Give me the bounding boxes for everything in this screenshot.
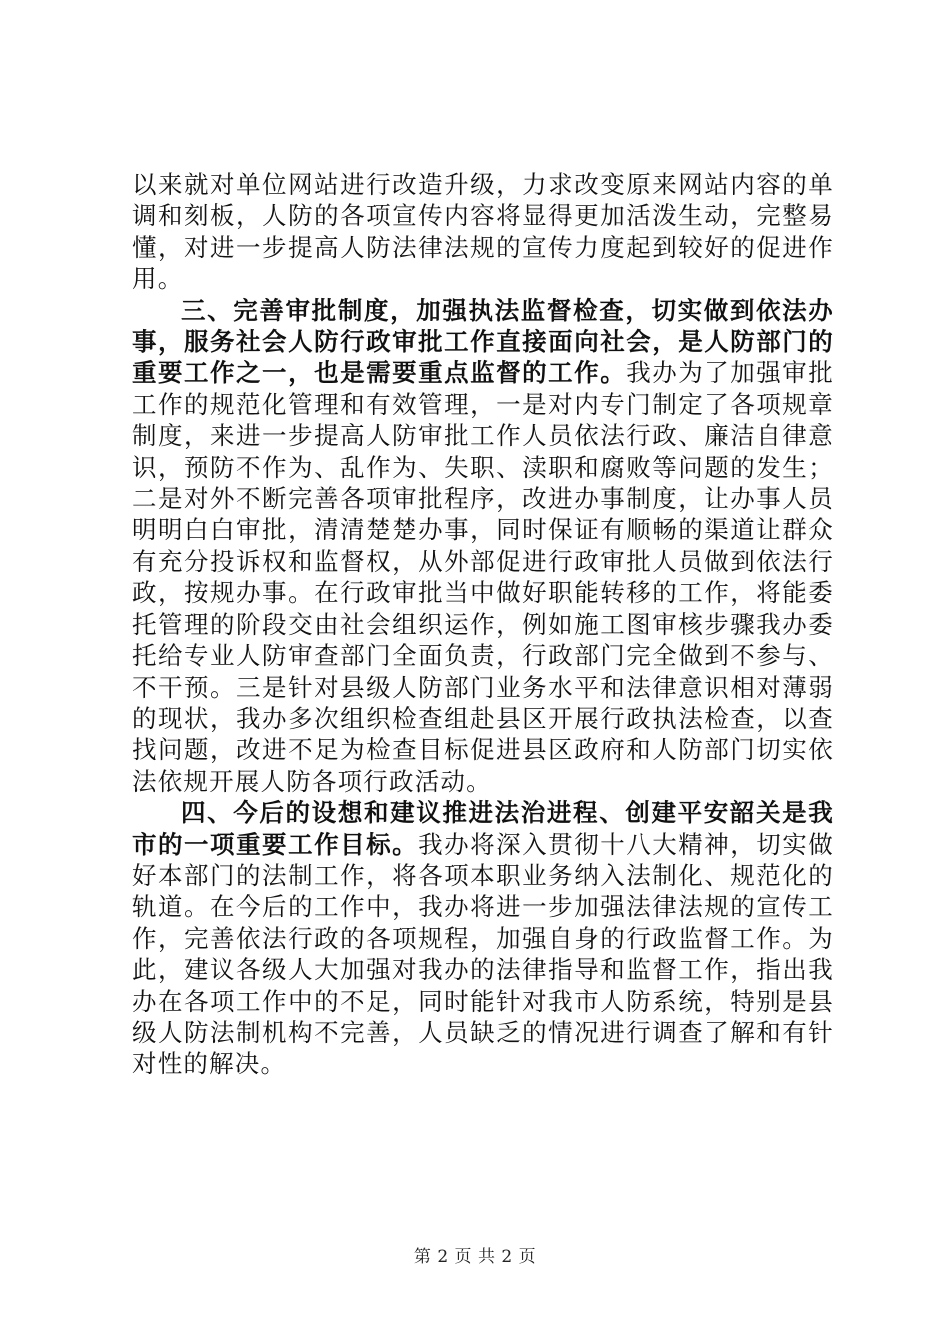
paragraph-text: 我办将深入贯彻十八大精神，切实做好本部门的法制工作，将各项本职业务纳入法制化、规范化的轨道。在今后的工作中，我办将进一步加强法律法规的宣传工作，完善依法行政的各项规程，加强自身的行政监督工作。为此，建议各级人大加强对我办的法律指导和监督工作，指出我办在各项工作中的不足，同时能针对我市人防系统，特别是县级人防法制机构不完善，人员缺乏的情况进行调查了解和有针对性的解决。 bbox=[132, 829, 834, 1079]
section-heading-three: 三、完善审批制度，加强执法监督检查，切实做到依法办事，服务社会人防行政审批工作直接面向社会，是人防部门的重要工作之一，也是需要重点监督的工作。 bbox=[132, 295, 834, 388]
document-body bbox=[132, 169, 834, 1080]
paragraph-section-four bbox=[132, 797, 834, 1080]
page-number-footer: 第 2 页 共 2 页 bbox=[413, 1247, 537, 1267]
paragraph-continuation bbox=[132, 169, 834, 295]
section-heading-four: 四、今后的设想和建议推进法治进程、创建平安韶关是我市的一项重要工作目标。 bbox=[132, 798, 834, 859]
paragraph-section-three bbox=[132, 295, 834, 798]
paragraph-text: 以来就对单位网站进行改造升级，力求改变原来网站内容的单调和刻板，人防的各项宣传内容将显得更加活泼生动，完整易懂，对进一步提高人防法律法规的宣传力度起到较好的促进作用。 bbox=[132, 170, 834, 294]
paragraph-text: 我办为了加强审批工作的规范化管理和有效管理，一是对内专门制定了各项规章制度，来进一步提高人防审批工作人员依法行政、廉洁自律意识，预防不作为、乱作为、失职、渎职和腐败等问题的发生；二是对外不断完善各项审批程序，改进办事制度，让办事人员明明白白审批，清清楚楚办事，同时保证有顺畅的渠道让群众有充分投诉权和监督权，从外部促进行政审批人员做到依法行政，按规办事。在行政审批当中做好职能转移的工作，将能委托管理的阶段交由社会组织运作，例如施工图审核步骤我办委托给专业人防审查部门全面负责，行政部门完全做到不参与、不干预。三是针对县级人防部门业务水平和法律意识相对薄弱的现状，我办多次组织检查组赴县区开展行政执法检查，以查找问题，改进不足为检查目标促进县区政府和人防部门切实依法依规开展人防各项行政活动。 bbox=[132, 358, 834, 796]
